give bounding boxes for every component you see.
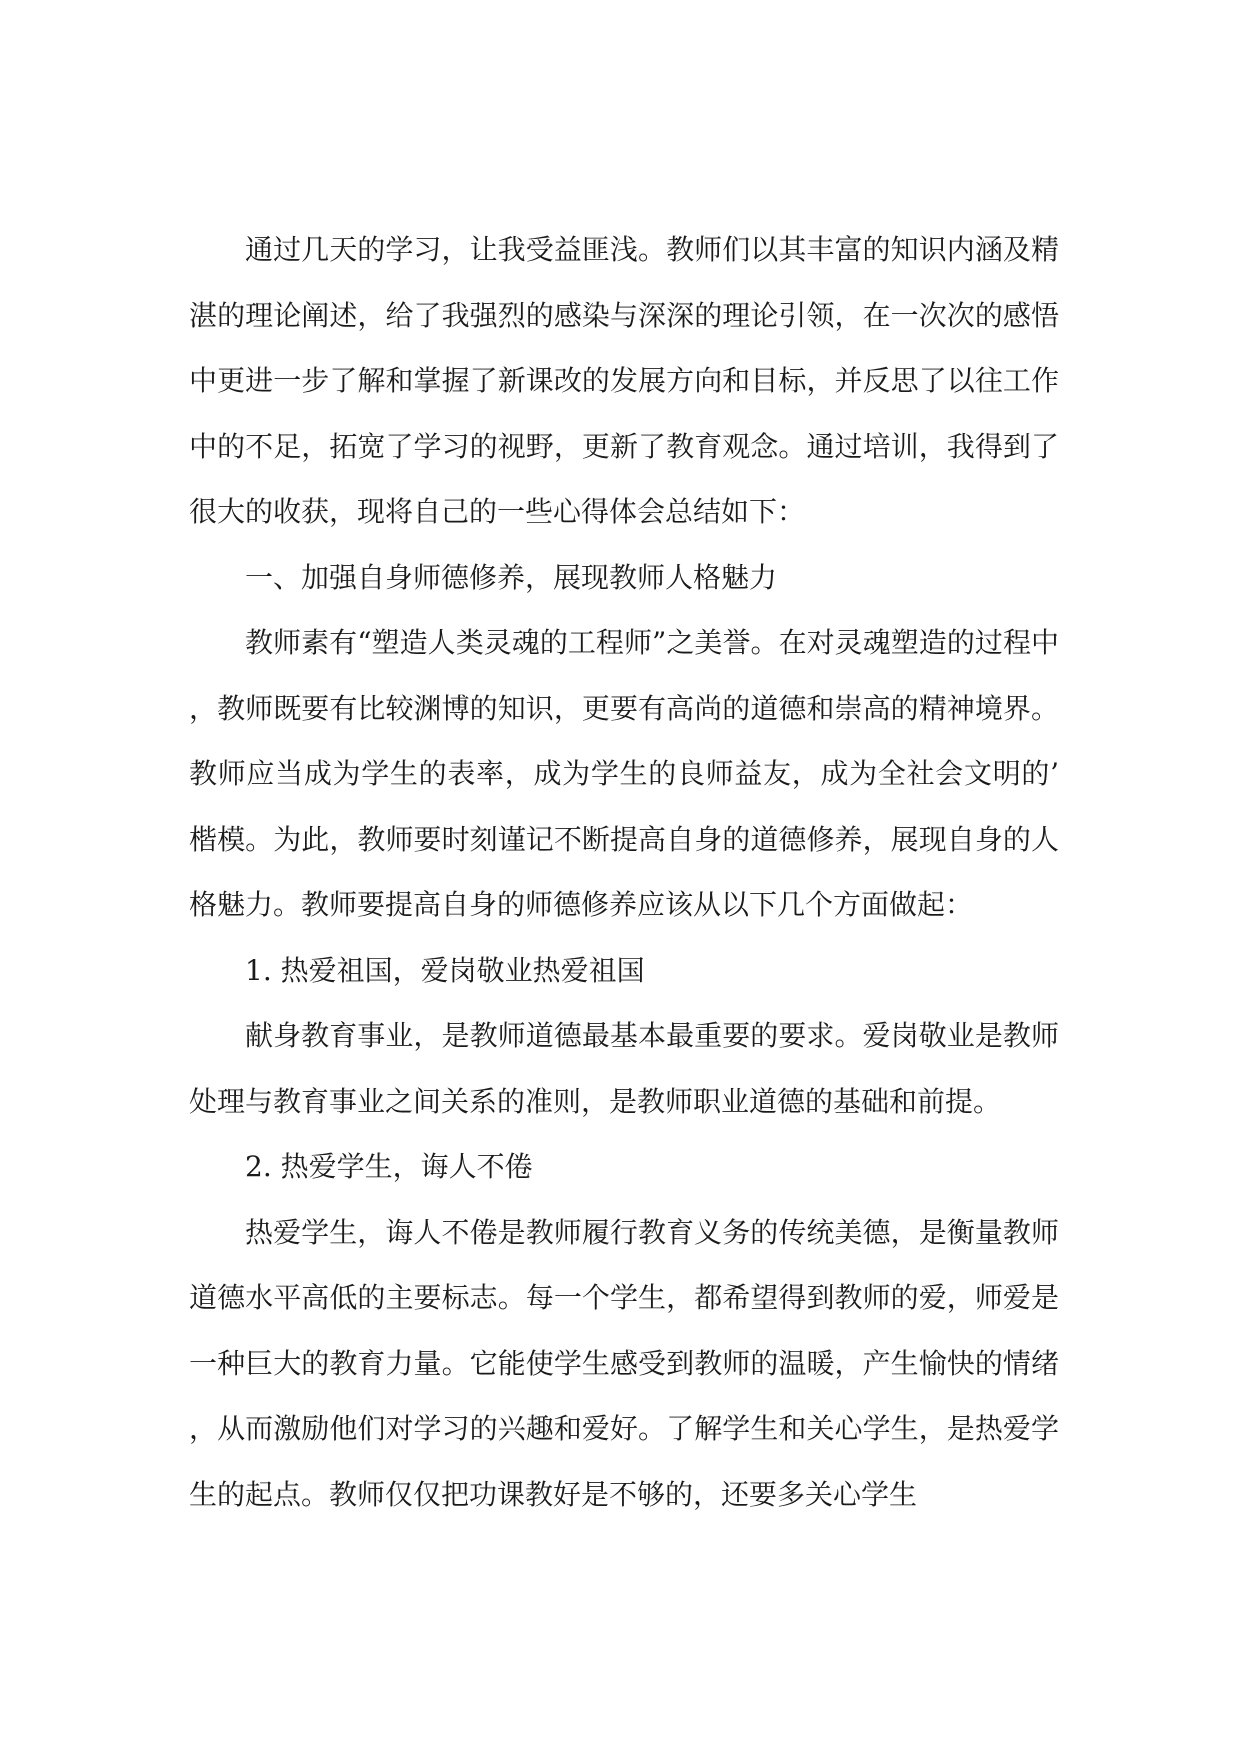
paragraph-love-students: 热爱学生，诲人不倦是教师履行教育义务的传统美德，是衡量教师道德水平高低的主要标志。每一个学生，都希望得到教师的爱，师爱是一种巨大的教育力量。它能使学生感受到教师的温暖，产生愉快的情绪，从而激励他们对学习的兴趣和爱好。了解学生和关心学生，是热爱学生的起点。教师仅仅把功课教好是不够的，还要多关心学生 xyxy=(189,1215,1059,1511)
subheading-love-country: 1. 热爱祖国，爱岗敬业热爱祖国 xyxy=(245,953,645,987)
section-heading-1: 一、加强自身师德修养，展现教师人格魅力 xyxy=(245,560,778,594)
paragraph-teacher-reputation: 教师素有“塑造人类灵魂的工程师”之美誉。在对灵魂塑造的过程中，教师既要有比较渊博的知识，更要有高尚的道德和崇高的精神境界。教师应当成为学生的表率，成为学生的良师益友，成为全社会文明的’楷模。为此，教师要时刻谨记不断提高自身的道德修养，展现自身的人格魅力。教师要提高自身的师德修养应该从以下几个方面做起： xyxy=(189,626,1059,921)
paragraph-dedication: 献身教育事业，是教师道德最基本最重要的要求。爱岗敬业是教师处理与教育事业之间关系的准则，是教师职业道德的基础和前提。 xyxy=(189,1019,1059,1118)
subheading-love-students: 2. 热爱学生，诲人不倦 xyxy=(245,1150,533,1183)
paragraph-intro: 通过几天的学习，让我受益匪浅。教师们以其丰富的知识内涵及精湛的理论阐述，给了我强烈的感染与深深的理论引领，在一次次的感悟中更进一步了解和掌握了新课改的发展方向和目标，并反思了以往工作中的不足，拓宽了学习的视野，更新了教育观念。通过培训，我得到了很大的收获，现将自己的一些心得体会总结如下： xyxy=(189,233,1059,528)
document-body xyxy=(189,217,1059,1527)
